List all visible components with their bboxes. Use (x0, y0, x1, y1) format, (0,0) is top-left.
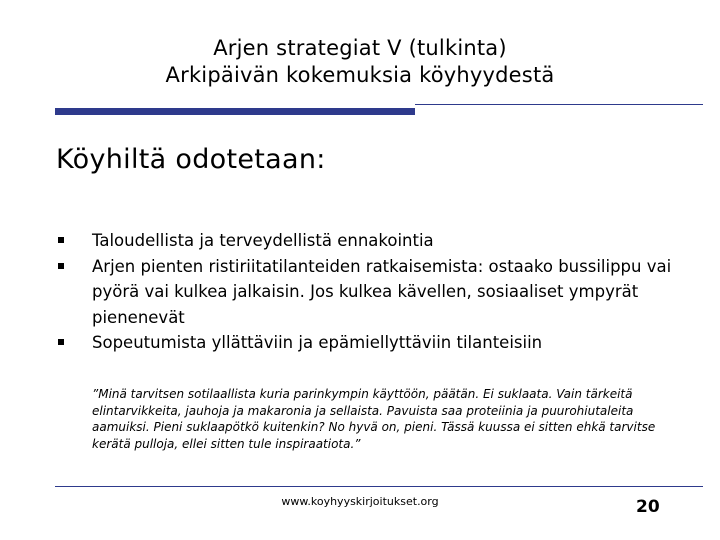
bullet-list (56, 228, 696, 356)
title-divider-line (415, 104, 703, 105)
bullet-text: Arjen pienten ristiriitatilanteiden ratkaisemista: ostaako bussilippu vai pyörä vai kulkea jalkaisin. Jos kulkea kävellen, sosiaaliset ympyrät pienenevät (92, 256, 672, 327)
slide-title-line-1: Arjen strategiat V (tulkinta) (213, 36, 507, 60)
title-accent-bar (55, 108, 415, 115)
bullet-item (56, 254, 696, 331)
bullet-text: Taloudellista ja terveydellistä ennakointia (92, 231, 434, 250)
bullet-item (56, 228, 696, 254)
section-heading: Köyhiltä odotetaan: (56, 144, 326, 175)
bullet-item (56, 330, 696, 356)
bullet-text: Sopeutumista yllättäviin ja epämiellyttäviin tilanteisiin (92, 333, 543, 352)
footer-divider-line (55, 486, 703, 487)
square-bullet-icon (58, 237, 64, 243)
square-bullet-icon (58, 339, 64, 345)
page-number: 20 (636, 497, 660, 517)
quote-text: ”Minä tarvitsen sotilaallista kuria parinkympin käyttöön, päätän. Ei suklaata. Vain tärkeitä elintarvikkeita, jauhoja ja makaronia ja sellaista. Pavuista saa proteiinia ja puurohiutaleita aamuiksi. Pieni suklaapötkö kuitenkin? No hyvä on, pieni. Tässä kuussa ei sitten ehkä tarvitse kerätä pulloja, ellei sitten tule inspiraatiota.” (92, 387, 656, 451)
square-bullet-icon (58, 263, 64, 269)
slide-title-line-2: Arkipäivän kokemuksia köyhyydestä (165, 63, 555, 87)
footer-url: www.koyhyyskirjoitukset.org (281, 495, 439, 508)
